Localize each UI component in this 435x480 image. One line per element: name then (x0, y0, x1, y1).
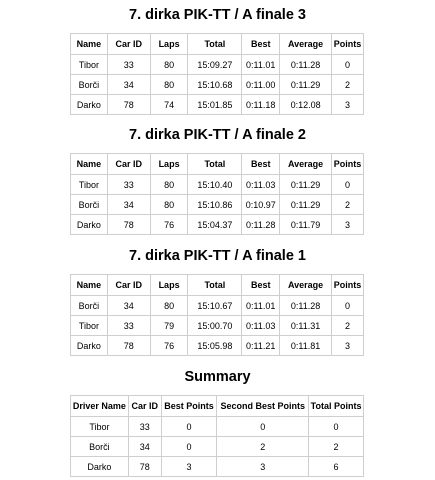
cell-name: Tibor (71, 175, 108, 195)
table-row (71, 195, 364, 215)
cell-car-id: 33 (128, 417, 161, 437)
cell-best: 0:11.01 (242, 296, 280, 316)
cell-total-points: 2 (309, 437, 364, 457)
cell-laps: 80 (150, 195, 188, 215)
cell-average: 0:11.29 (280, 75, 332, 95)
column-header-points: Points (331, 275, 363, 296)
column-header-average: Average (280, 154, 332, 175)
cell-total: 15:01.85 (188, 95, 242, 115)
cell-best: 0:11.01 (242, 55, 280, 75)
cell-points: 0 (331, 55, 363, 75)
cell-best: 0:11.28 (242, 215, 280, 235)
cell-total: 15:00.70 (188, 316, 242, 336)
cell-points: 3 (331, 95, 363, 115)
cell-average: 0:11.28 (280, 55, 332, 75)
cell-name: Darko (71, 95, 108, 115)
column-header-car-id: Car ID (107, 275, 150, 296)
summary-table (70, 395, 364, 477)
cell-points: 2 (331, 316, 363, 336)
summary-title: Summary (184, 369, 251, 385)
cell-laps: 76 (150, 336, 188, 356)
cell-best: 0:11.03 (242, 175, 280, 195)
cell-laps: 80 (150, 55, 188, 75)
cell-points: 2 (331, 195, 363, 215)
race-title-finale-1: 7. dirka PIK-TT / A finale 1 (129, 248, 306, 264)
column-header-best-points: Best Points (161, 396, 217, 417)
race-title-finale-2: 7. dirka PIK-TT / A finale 2 (129, 127, 306, 143)
cell-total: 15:05.98 (188, 336, 242, 356)
table-row (71, 75, 364, 95)
column-header-points: Points (331, 154, 363, 175)
cell-driver-name: Darko (71, 457, 129, 477)
cell-points: 3 (331, 336, 363, 356)
cell-total: 15:10.86 (188, 195, 242, 215)
cell-driver-name: Borči (71, 437, 129, 457)
cell-second-best-points: 2 (217, 437, 309, 457)
column-header-car-id: Car ID (128, 396, 161, 417)
cell-laps: 80 (150, 75, 188, 95)
cell-car-id: 78 (107, 336, 150, 356)
column-header-points: Points (331, 34, 363, 55)
column-header-average: Average (280, 34, 332, 55)
table-row (71, 175, 364, 195)
table-row (71, 336, 364, 356)
cell-driver-name: Tibor (71, 417, 129, 437)
column-header-name: Name (71, 34, 108, 55)
cell-average: 0:12.08 (280, 95, 332, 115)
table-row (71, 296, 364, 316)
column-header-car-id: Car ID (107, 154, 150, 175)
column-header-total: Total (188, 34, 242, 55)
cell-car-id: 34 (128, 437, 161, 457)
column-header-best: Best (242, 275, 280, 296)
column-header-laps: Laps (150, 34, 188, 55)
cell-name: Borči (71, 75, 108, 95)
table-row (71, 95, 364, 115)
cell-points: 2 (331, 75, 363, 95)
column-header-name: Name (71, 275, 108, 296)
table-row (71, 417, 364, 437)
column-header-name: Name (71, 154, 108, 175)
column-header-best: Best (242, 34, 280, 55)
table-row (71, 215, 364, 235)
cell-laps: 76 (150, 215, 188, 235)
cell-average: 0:11.79 (280, 215, 332, 235)
cell-laps: 80 (150, 175, 188, 195)
cell-best: 0:11.03 (242, 316, 280, 336)
cell-laps: 80 (150, 296, 188, 316)
table-header-row (71, 275, 364, 296)
table-header-row (71, 396, 364, 417)
cell-average: 0:11.31 (280, 316, 332, 336)
cell-car-id: 34 (107, 296, 150, 316)
race-results-table-finale-3 (70, 33, 364, 115)
column-header-driver-name: Driver Name (71, 396, 129, 417)
cell-points: 0 (331, 175, 363, 195)
cell-total: 15:10.67 (188, 296, 242, 316)
cell-best-points: 0 (161, 417, 217, 437)
cell-car-id: 33 (107, 55, 150, 75)
column-header-average: Average (280, 275, 332, 296)
cell-best-points: 3 (161, 457, 217, 477)
cell-name: Tibor (71, 316, 108, 336)
cell-total: 15:10.40 (188, 175, 242, 195)
race-results-table-finale-1 (70, 274, 364, 356)
cell-laps: 74 (150, 95, 188, 115)
cell-laps: 79 (150, 316, 188, 336)
race-results-table-finale-2 (70, 153, 364, 235)
cell-best: 0:11.00 (242, 75, 280, 95)
table-row (71, 437, 364, 457)
cell-car-id: 78 (107, 215, 150, 235)
cell-car-id: 78 (107, 95, 150, 115)
cell-name: Tibor (71, 55, 108, 75)
cell-best: 0:11.18 (242, 95, 280, 115)
cell-car-id: 78 (128, 457, 161, 477)
cell-total: 15:10.68 (188, 75, 242, 95)
cell-average: 0:11.29 (280, 195, 332, 215)
table-header-row (71, 154, 364, 175)
cell-name: Borči (71, 296, 108, 316)
column-header-second-best-points: Second Best Points (217, 396, 309, 417)
cell-average: 0:11.29 (280, 175, 332, 195)
cell-total-points: 6 (309, 457, 364, 477)
cell-car-id: 34 (107, 195, 150, 215)
cell-total: 15:04.37 (188, 215, 242, 235)
table-row (71, 55, 364, 75)
column-header-car-id: Car ID (107, 34, 150, 55)
cell-total-points: 0 (309, 417, 364, 437)
cell-points: 3 (331, 215, 363, 235)
cell-name: Borči (71, 195, 108, 215)
cell-best: 0:10.97 (242, 195, 280, 215)
cell-total: 15:09.27 (188, 55, 242, 75)
cell-best: 0:11.21 (242, 336, 280, 356)
cell-best-points: 0 (161, 437, 217, 457)
cell-car-id: 34 (107, 75, 150, 95)
cell-average: 0:11.81 (280, 336, 332, 356)
race-title-finale-3: 7. dirka PIK-TT / A finale 3 (129, 7, 306, 23)
cell-second-best-points: 0 (217, 417, 309, 437)
column-header-total-points: Total Points (309, 396, 364, 417)
table-row (71, 457, 364, 477)
cell-car-id: 33 (107, 175, 150, 195)
column-header-laps: Laps (150, 275, 188, 296)
cell-points: 0 (331, 296, 363, 316)
cell-second-best-points: 3 (217, 457, 309, 477)
cell-car-id: 33 (107, 316, 150, 336)
column-header-best: Best (242, 154, 280, 175)
cell-average: 0:11.28 (280, 296, 332, 316)
cell-name: Darko (71, 215, 108, 235)
column-header-total: Total (188, 275, 242, 296)
table-row (71, 316, 364, 336)
column-header-laps: Laps (150, 154, 188, 175)
cell-name: Darko (71, 336, 108, 356)
table-header-row (71, 34, 364, 55)
column-header-total: Total (188, 154, 242, 175)
